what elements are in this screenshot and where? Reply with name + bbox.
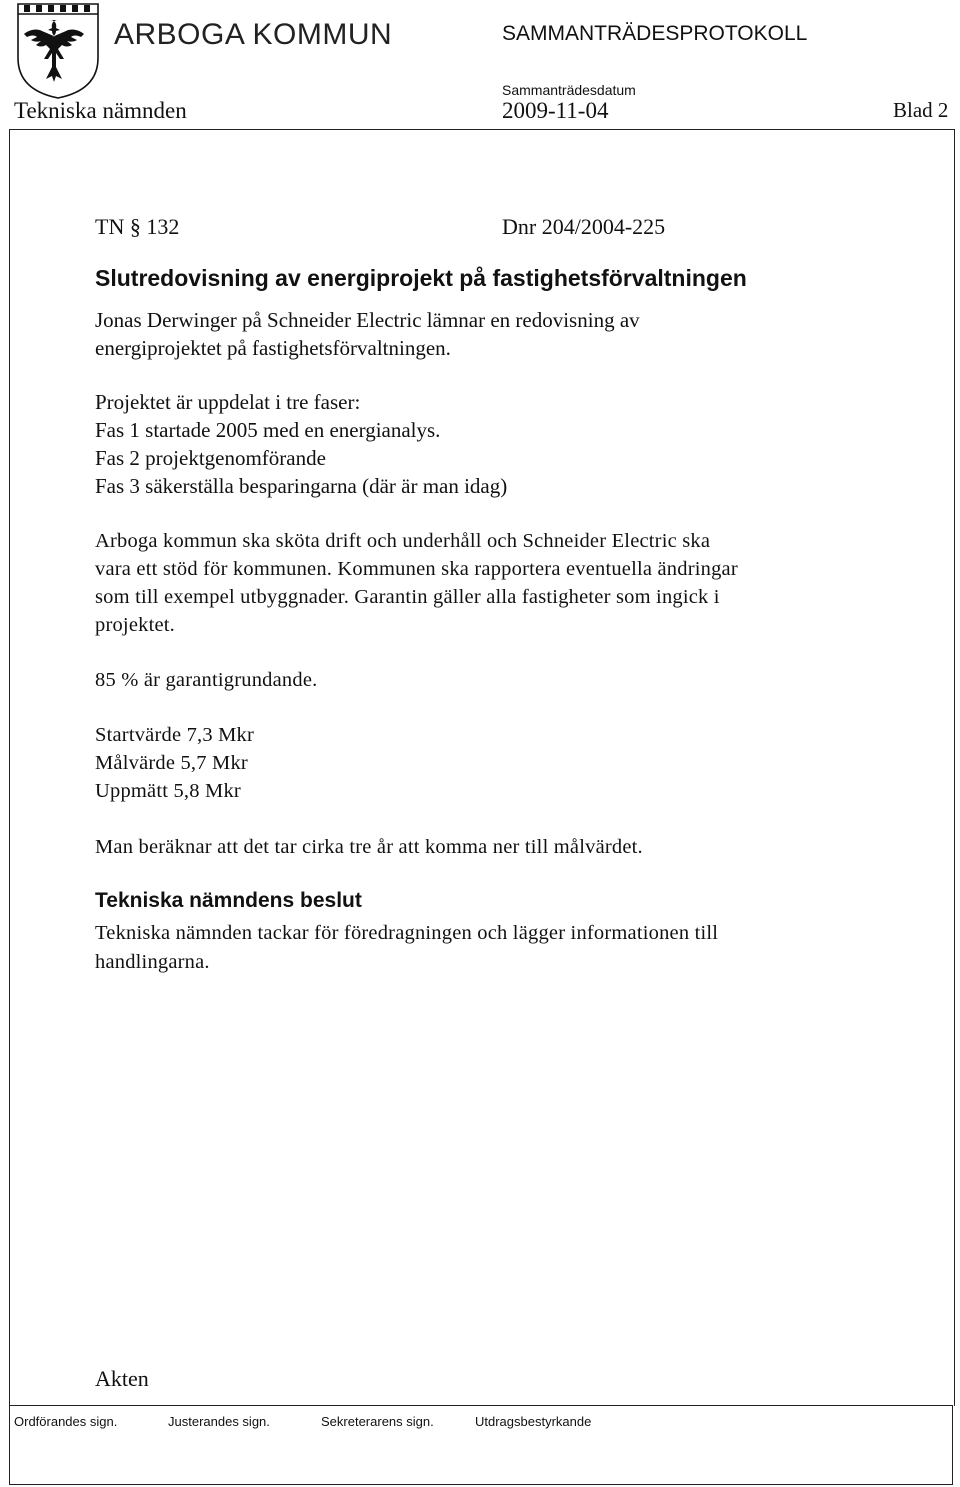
document-type: SAMMANTRÄDESPROTOKOLL xyxy=(502,22,808,45)
maintenance-line: Arboga kommun ska sköta drift och underhåll och Schneider Electric ska xyxy=(95,530,711,552)
signature-extract-certification: Utdragsbestyrkande xyxy=(475,1414,592,1429)
case-number: TN § 132 xyxy=(95,214,180,239)
archive-note: Akten xyxy=(95,1366,149,1391)
intro-line: Jonas Derwinger på Schneider Electric lämnar en redovisning av xyxy=(95,308,640,332)
signature-secretary: Sekreterarens sign. xyxy=(321,1414,434,1429)
value-line: Målvärde 5,7 Mkr xyxy=(95,752,248,774)
case-title: Slutredovisning av energiprojekt på fastighetsförvaltningen xyxy=(95,265,747,291)
organization-name: ARBOGA KOMMUN xyxy=(114,18,393,51)
maintenance-line: projektet. xyxy=(95,614,175,636)
phases-line: Fas 1 startade 2005 med en energianalys. xyxy=(95,418,441,442)
decision-heading: Tekniska nämndens beslut xyxy=(95,889,362,912)
meeting-date-label: Sammanträdesdatum xyxy=(502,82,636,98)
registration-number: Dnr 204/2004-225 xyxy=(502,214,666,239)
coat-of-arms-icon xyxy=(14,0,102,100)
decision-line: Tekniska nämnden tackar för föredragningen och lägger informationen till xyxy=(95,922,719,944)
maintenance-line: vara ett stöd för kommunen. Kommunen ska rapportera eventuella ändringar xyxy=(95,558,738,580)
signature-row xyxy=(9,1405,953,1485)
estimate-text: Man beräknar att det tar cirka tre år att komma ner till målvärdet. xyxy=(95,836,643,858)
intro-line: energiprojektet på fastighetsförvaltningen. xyxy=(95,336,451,360)
phases-line: Projektet är uppdelat i tre faser: xyxy=(95,390,361,414)
phases-line: Fas 2 projektgenomförande xyxy=(95,446,326,470)
guarantee-text: 85 % är garantigrundande. xyxy=(95,669,318,691)
signature-chair: Ordförandes sign. xyxy=(14,1414,118,1429)
decision-line: handlingarna. xyxy=(95,951,210,973)
phases-line: Fas 3 säkerställa besparingarna (där är man idag) xyxy=(95,474,508,498)
meeting-date: 2009-11-04 xyxy=(502,98,609,123)
value-line: Uppmätt 5,8 Mkr xyxy=(95,780,241,802)
committee-name: Tekniska nämnden xyxy=(14,98,187,123)
maintenance-line: som till exempel utbyggnader. Garantin gäller alla fastigheter som ingick i xyxy=(95,586,720,608)
page-number: Blad 2 xyxy=(893,98,949,122)
signature-adjuster: Justerandes sign. xyxy=(168,1414,270,1429)
value-line: Startvärde 7,3 Mkr xyxy=(95,724,255,746)
